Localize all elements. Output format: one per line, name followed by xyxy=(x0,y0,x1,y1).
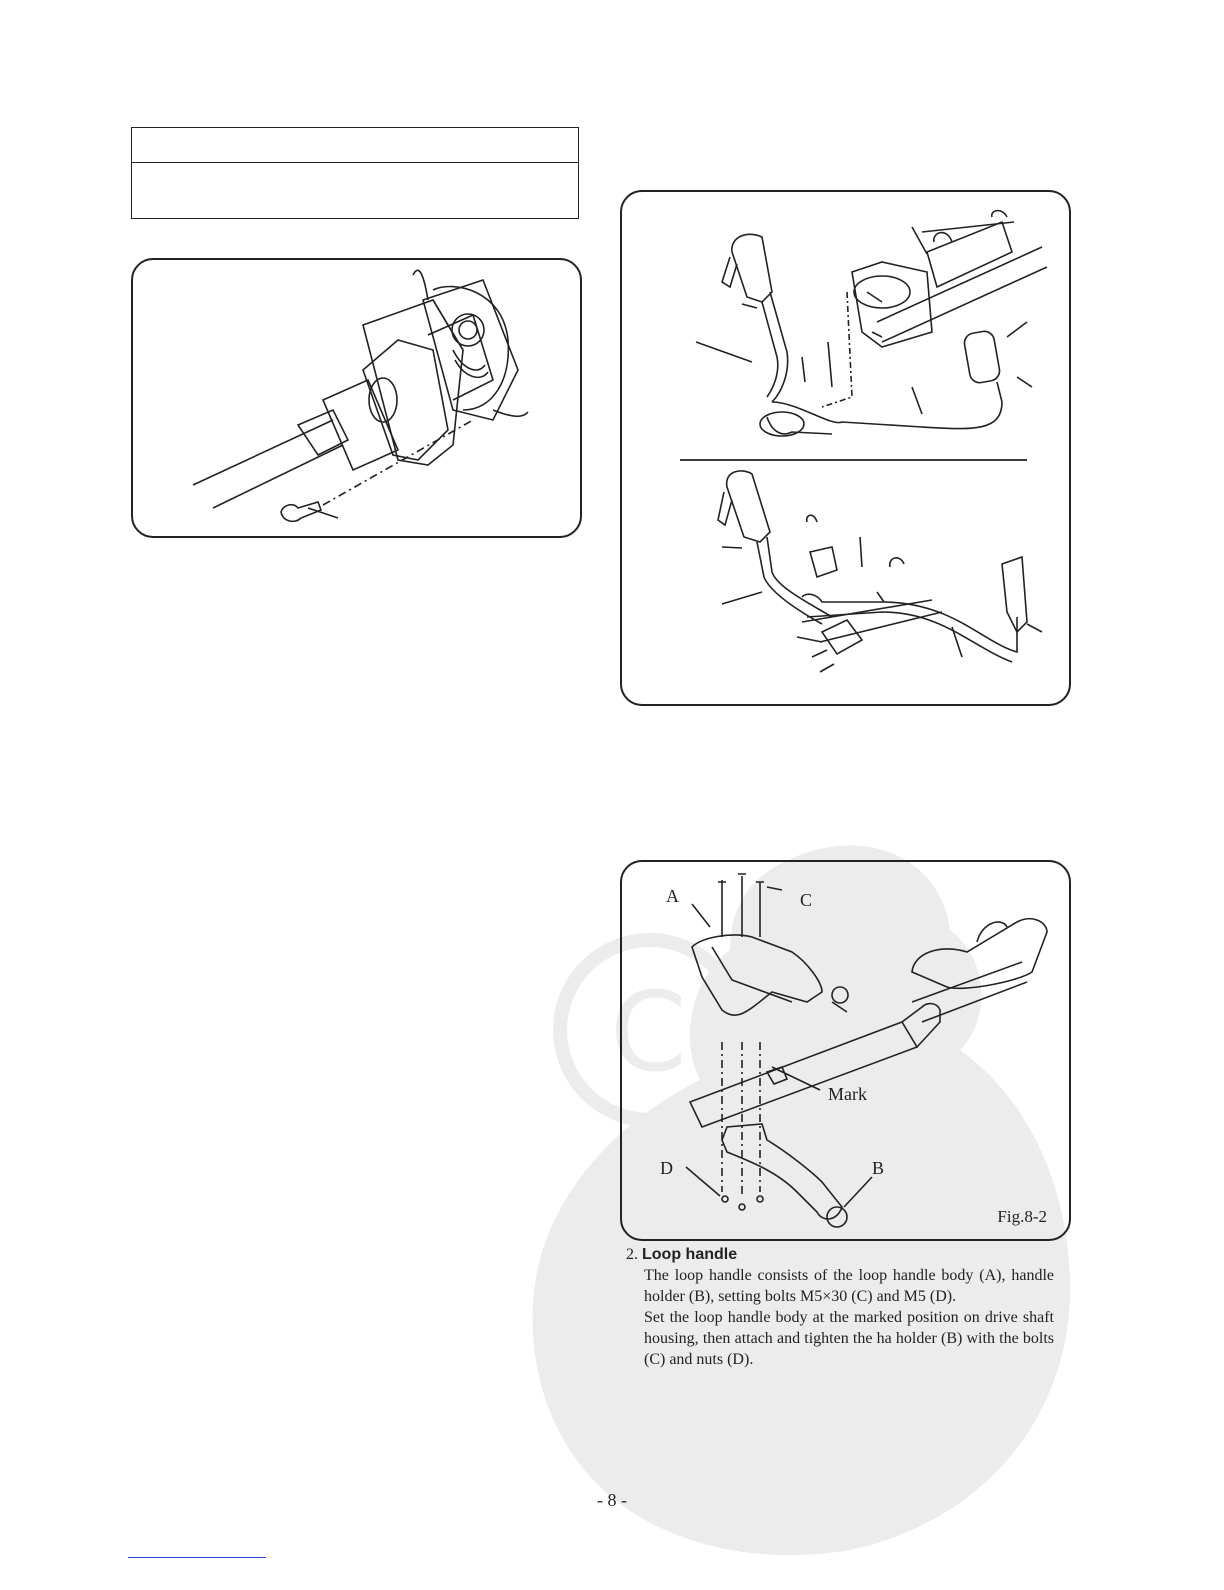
gear-case-illustration xyxy=(133,260,582,538)
info-table xyxy=(131,127,579,219)
figure-gear-case xyxy=(131,258,582,538)
footer-rule xyxy=(128,1557,266,1558)
loop-handle-section xyxy=(626,1244,1054,1370)
svg-text:C: C xyxy=(610,968,687,1096)
label-b: B xyxy=(872,1158,885,1178)
label-c: C xyxy=(800,890,813,910)
figure-caption: Fig.8-2 xyxy=(997,1207,1047,1226)
paragraph-2: Set the loop handle body at the marked position on drive shaft housing, then attach and tighten the ha holder (B) with the bolts (C) and nuts (D). xyxy=(644,1309,1054,1368)
figure-loop-handle xyxy=(620,860,1071,1241)
paragraph-1: The loop handle consists of the loop handle body (A), handle holder (B), setting bolts M5×30 (C) and M5 (D). xyxy=(644,1267,1054,1305)
label-d: D xyxy=(660,1158,673,1178)
page-number: - 8 - xyxy=(597,1490,627,1510)
label-mark: Mark xyxy=(828,1084,867,1104)
handle-assembly-illustration xyxy=(622,192,1071,706)
label-a: A xyxy=(666,886,679,906)
loop-handle-illustration xyxy=(622,862,1071,1241)
figure-handle-assembly xyxy=(620,190,1071,706)
section-title: Loop handle xyxy=(642,1246,738,1263)
table-header-row xyxy=(132,128,578,163)
section-number: 2. xyxy=(626,1246,638,1263)
section-heading xyxy=(626,1244,1054,1265)
